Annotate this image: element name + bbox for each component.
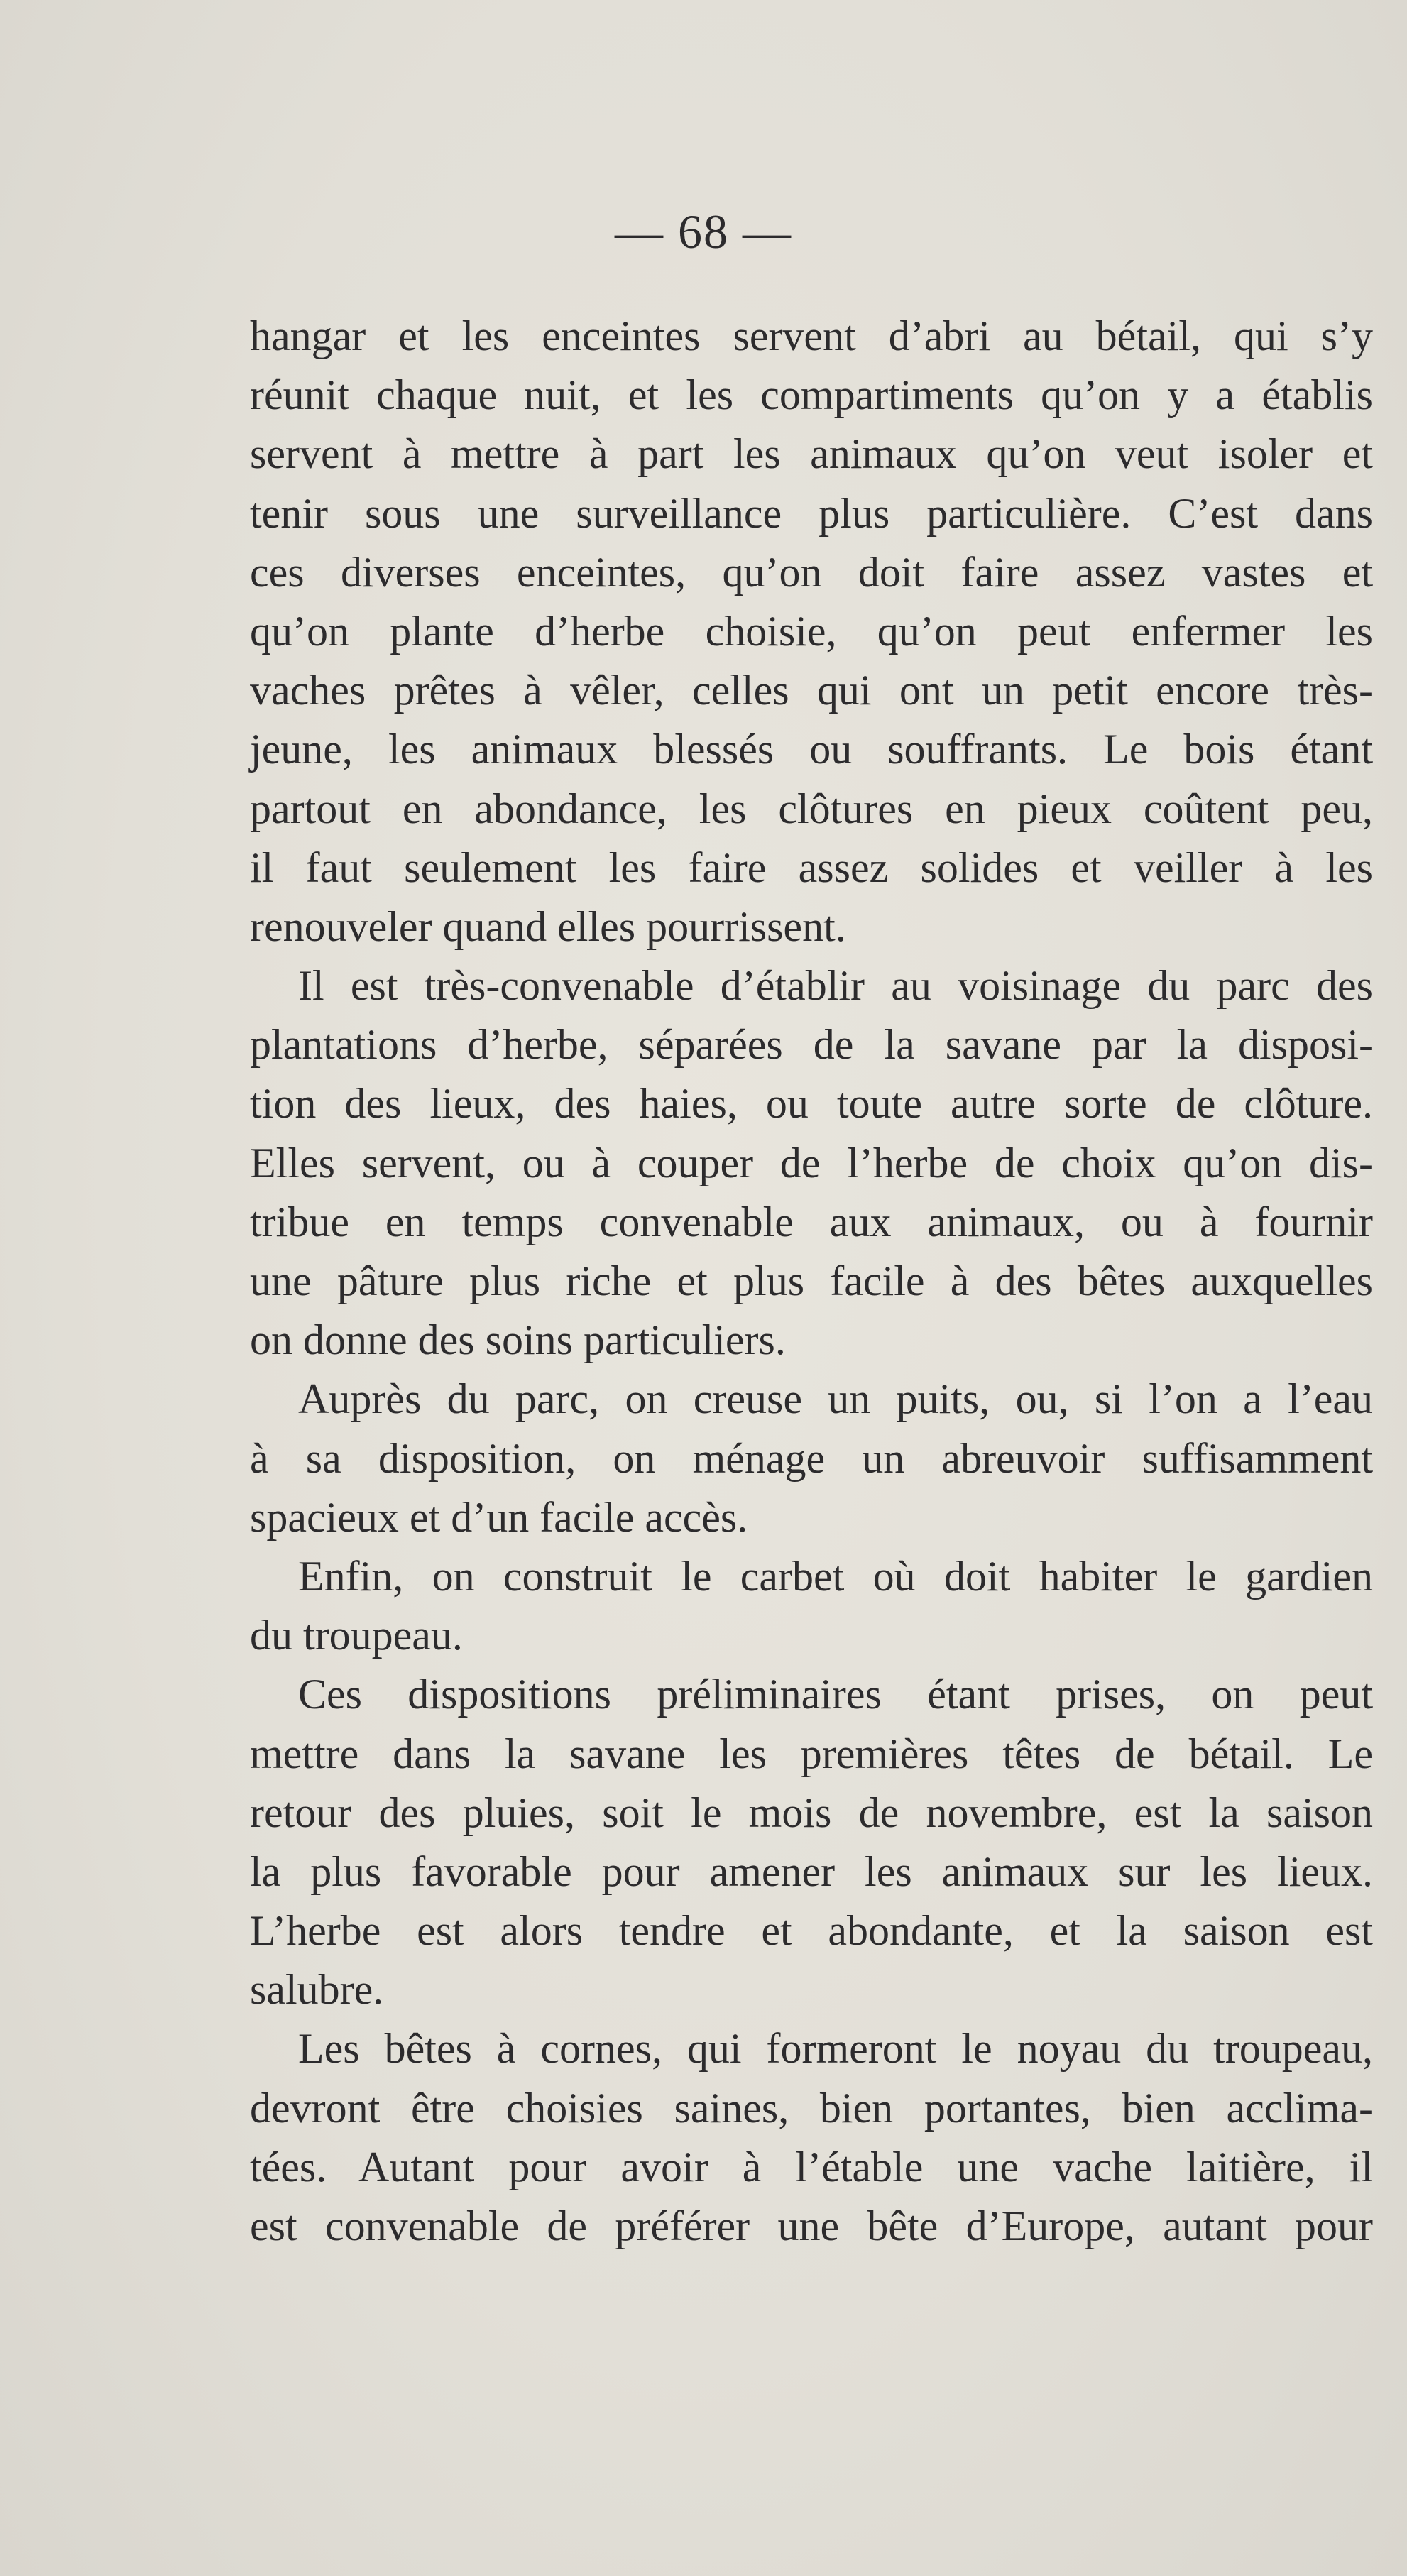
text-line: du troupeau.	[250, 1612, 463, 1659]
page-number: — 68 —	[615, 204, 792, 258]
text-line: L’herbe est alors tendre et abondante, et la saison est	[250, 1907, 1373, 1955]
text-line: mettre dans la savane les premières têtes de bétail. Le	[250, 1730, 1373, 1777]
text-line: servent à mettre à part les animaux qu’on veut isoler et	[250, 430, 1373, 478]
text-line: est convenable de préférer une bête d’Europe, autant pour	[250, 2203, 1373, 2249]
text-line: à sa disposition, on ménage un abreuvoir suffisamment	[250, 1434, 1373, 1482]
text-line: une pâture plus riche et plus facile à des bêtes auxquelles	[250, 1257, 1373, 1304]
text-line: qu’on plante d’herbe choisie, qu’on peut enfermer les	[250, 607, 1373, 655]
text-line: Elles servent, ou à couper de l’herbe de choix qu’on dis-	[250, 1139, 1373, 1186]
text-line: tribue en temps convenable aux animaux, ou à fournir	[250, 1198, 1373, 1245]
text-line: Enfin, on construit le carbet où doit habiter le gardien	[298, 1552, 1373, 1600]
text-line: réunit chaque nuit, et les compartiments qu’on y a établis	[250, 371, 1373, 419]
text-line: il faut seulement les faire assez solides et veiller à les	[250, 844, 1373, 891]
text-line: ces diverses enceintes, qu’on doit faire assez vastes et	[250, 548, 1373, 596]
text-line: tion des lieux, des haies, ou toute autre sorte de clôture.	[250, 1080, 1373, 1128]
text-line: vaches prêtes à vêler, celles qui ont un petit encore très-	[250, 667, 1373, 714]
text-line: Il est très-convenable d’établir au voisinage du parc des	[298, 962, 1373, 1010]
text-line: on donne des soins particuliers.	[250, 1316, 786, 1364]
text-line: partout en abondance, les clôtures en pieux coûtent peu,	[250, 785, 1373, 832]
text-line: plantations d’herbe, séparées de la savane par la disposi-	[250, 1021, 1373, 1069]
text-line: Les bêtes à cornes, qui formeront le noyau du troupeau,	[298, 2025, 1373, 2073]
text-line: tées. Autant pour avoir à l’étable une vache laitière, il	[250, 2143, 1373, 2190]
text-line: renouveler quand elles pourrissent.	[250, 902, 846, 950]
text-line: Ces dispositions préliminaires étant prises, on peut	[298, 1671, 1373, 1718]
text-line: Auprès du parc, on creuse un puits, ou, si l’on a l’eau	[298, 1375, 1373, 1423]
text-line: retour des pluies, soit le mois de novembre, est la saison	[250, 1789, 1373, 1836]
text-line: spacieux et d’un facile accès.	[250, 1493, 748, 1541]
text-line: tenir sous une surveillance plus particulière. C’est dans	[250, 489, 1373, 537]
text-line: salubre.	[250, 1966, 384, 2014]
text-line: jeune, les animaux blessés ou souffrants. Le bois étant	[250, 726, 1373, 773]
text-line: devront être choisies saines, bien portantes, bien acclima-	[250, 2084, 1373, 2132]
body-text	[250, 307, 1373, 2256]
text-line: la plus favorable pour amener les animaux sur les lieux.	[250, 1848, 1373, 1895]
text-line: hangar et les enceintes servent d’abri au bétail, qui s’y	[250, 312, 1373, 359]
